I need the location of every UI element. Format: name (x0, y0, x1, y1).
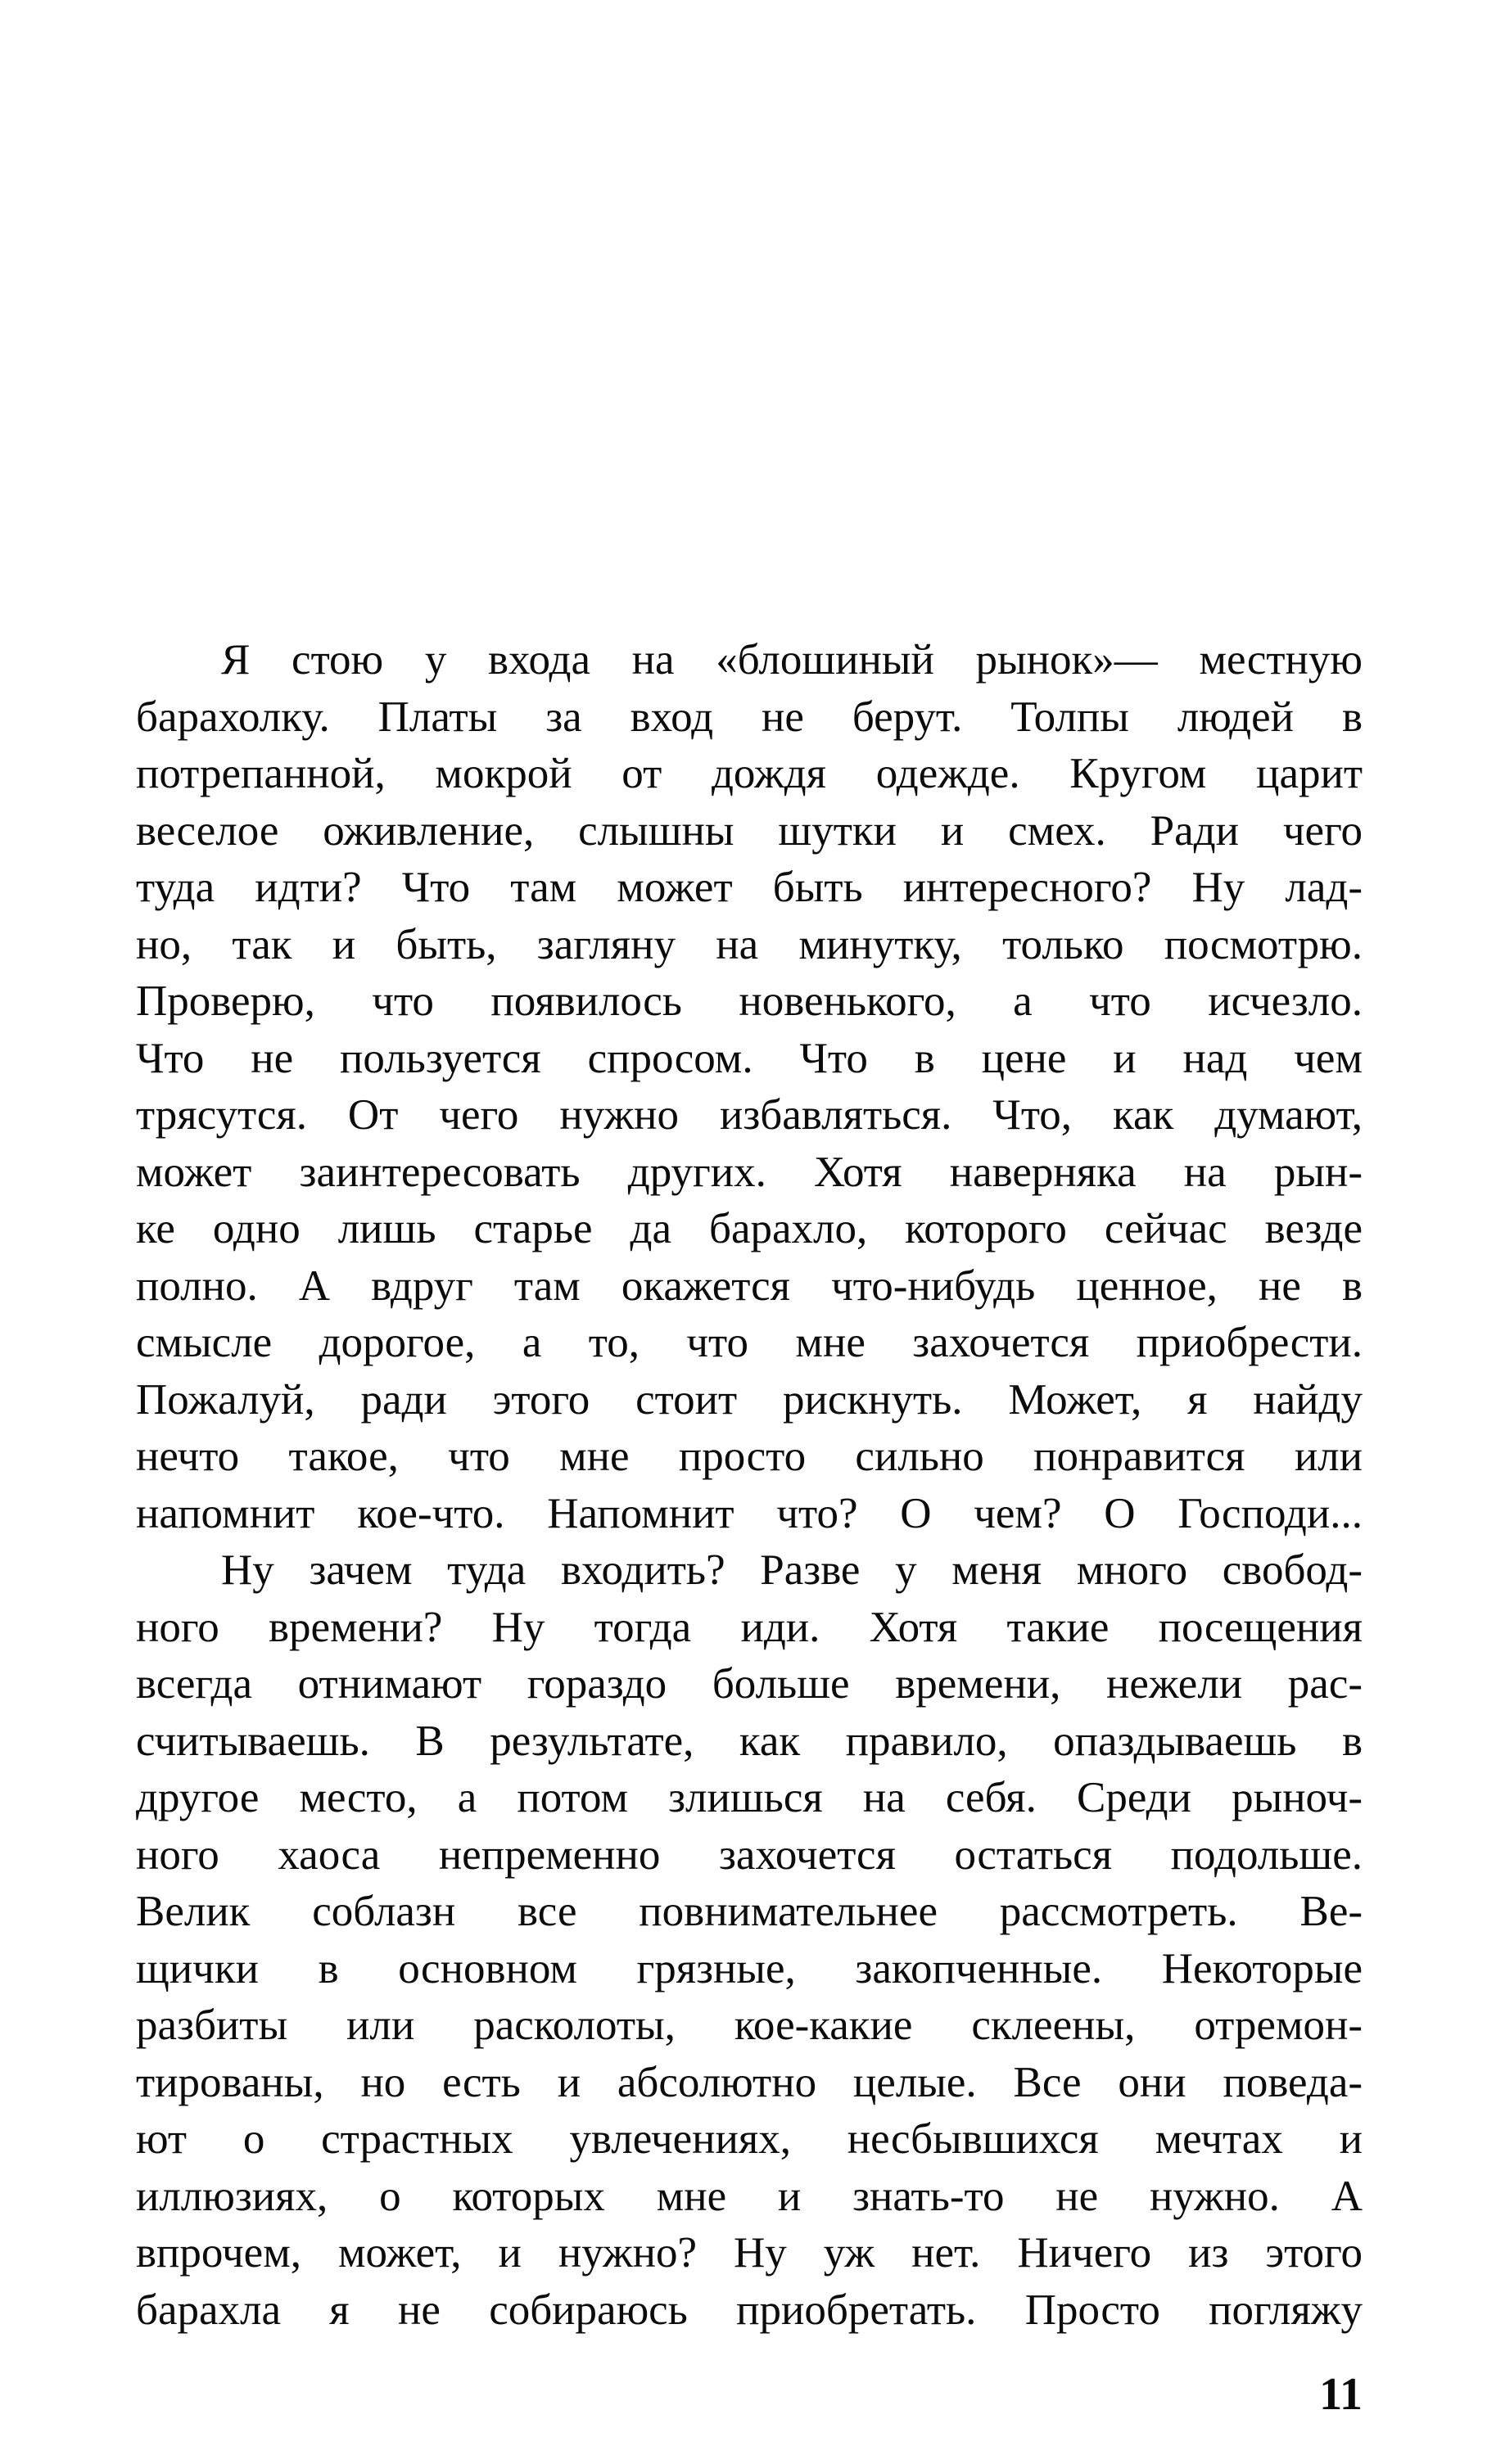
text-line: Проверю, что появилось новенького, а что исчезло. (136, 977, 1363, 1025)
text-line: впрочем, может, и нужно? Ну уж нет. Ничего из этого (136, 2229, 1363, 2277)
text-line: Ну зачем туда входить? Разве у меня много свобод- (221, 1546, 1363, 1594)
text-line: иллюзиях, о которых мне и знать-то не нужно. А (136, 2172, 1363, 2220)
text-line: ного хаоса непременно захочется остаться подольше. (136, 1830, 1363, 1879)
text-line: Пожалуй, ради этого стоит рискнуть. Может, я найду (136, 1375, 1363, 1424)
text-line: Что не пользуется спросом. Что в цене и над чем (136, 1034, 1363, 1082)
text-line: щички в основном грязные, закопченные. Некоторые (136, 1944, 1363, 1992)
text-line: Велик соблазн все повнимательнее рассмотреть. Ве- (136, 1888, 1363, 1935)
text-line: ке одно лишь старье да барахло, которого сейчас везде (136, 1205, 1363, 1252)
text-line: веселое оживление, слышны шутки и смех. Ради чего (136, 806, 1363, 855)
text-line: всегда отнимают гораздо больше времени, нежели рас- (136, 1660, 1363, 1708)
text-line: напомнит кое-что. Напомнит что? О чем? О Господи... (136, 1489, 1363, 1537)
text-line: полно. А вдруг там окажется что-нибудь ценное, не в (136, 1261, 1363, 1310)
text-line: смысле дорогое, а то, что мне захочется приобрести. (136, 1319, 1363, 1366)
text-line: нечто такое, что мне просто сильно понравится или (136, 1433, 1363, 1480)
text-line: ют о страстных увлечениях, несбывшихся мечтах и (136, 2115, 1363, 2163)
page-number: 11 (1319, 2369, 1363, 2420)
paragraph-2 (136, 1542, 1363, 2339)
text-line: потрепанной, мокрой от дождя одежде. Кругом царит (136, 750, 1363, 797)
text-line: Я стою у входа на «блошиный рынок»— местную (221, 636, 1363, 684)
text-line: туда идти? Что там может быть интересного? Ну лад- (136, 864, 1363, 911)
text-line: тированы, но есть и абсолютно целые. Все они поведа- (136, 2058, 1363, 2106)
text-line: барахолку. Платы за вход не берут. Толпы людей в (136, 693, 1363, 741)
paragraph-1 (136, 632, 1363, 1542)
text-line: ного времени? Ну тогда иди. Хотя такие посещения (136, 1603, 1363, 1651)
text-line: барахла я не собираюсь приобретать. Просто погляжу (136, 2286, 1363, 2334)
text-line: но, так и быть, загляну на минутку, только посмотрю. (136, 920, 1363, 968)
text-line: может заинтересовать других. Хотя наверняка на рын- (136, 1148, 1363, 1196)
text-line: считываешь. В результате, как правило, опаздываешь в (136, 1717, 1363, 1765)
text-line: другое место, а потом злишься на себя. Среди рыноч- (136, 1774, 1363, 1821)
text-line: трясутся. От чего нужно избавляться. Что, как думают, (136, 1091, 1363, 1139)
text-line: разбиты или расколоты, кое-какие склеены, отремон- (136, 2001, 1363, 2049)
body-text (136, 632, 1363, 2339)
